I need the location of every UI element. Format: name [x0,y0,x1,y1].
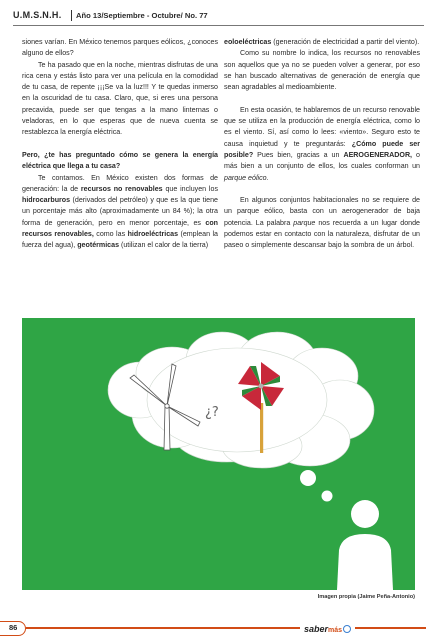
question-mark: ¿? [205,405,219,420]
illustration [22,318,415,590]
text: nos recuerda a un lugar donde podemos estar en contacto con la naturaleza, disfrutar de un paseo o simplemente descansar bajo la sombra de un árbol. [224,218,420,250]
text: (utilizan el calor de la tierra) [119,241,209,250]
paragraph: Como su nombre lo indica, los recursos no renovables son aquellos que ya no se pueden volver a generar, por eso se han buscado alternativas de generación de energía que sean agradables al medioambiente. [224,49,420,92]
term: parque eólico. [224,173,269,182]
question-text: Pero, ¿te has preguntado cómo se genera la energía eléctrica que llega a tu casa? [22,150,218,171]
term: recursos no renovables [80,184,163,193]
text: (emplean la fuerza del agua), [22,230,218,250]
image-credit: Imagen propia (Jaime Peña-Antonio) [317,594,415,600]
text: (generación de electricidad a partir del viento). [271,38,420,46]
text: como las [93,230,128,239]
paragraph: siones varían. En México tenemos parques eólicos, ¿conoces alguno de ellos? [22,38,218,58]
text: En algunos conjuntos habitacionales no se requiere de un parque eólico, basta con un aerogenerador de baja potencia. La palabra [224,196,420,227]
thought-bubble [300,470,316,486]
logo-text: saber [304,624,329,634]
header-separator [71,10,72,21]
left-column [22,37,218,252]
text: En esta ocasión, te hablaremos de un recurso renovable que se utiliza en la producción de energía eléctrica, como lo es el viento. Sí, así como lo lees: «viento». Seguro esto te causa inquietud y te preguntarás: [224,105,420,148]
term: hidroeléctricas [127,230,179,239]
paragraph [22,173,218,252]
term: con recursos renovables, [22,218,218,239]
issue-info: Año 13/Septiembre - Octubre/ No. 77 [76,11,208,20]
paragraph [224,105,420,184]
text: (derivados del petróleo) y que es la que tiene un porcentaje más alto (aproximadamente un 84 %); la otra forma de generación, pero en menor porcentaje, es [22,196,218,227]
text: o más bien a un conjunto de ellos, los cuales conforman un [224,150,420,171]
right-column [224,37,420,252]
term: hidrocarburos [22,196,71,205]
running-header [13,10,424,26]
text: Te contamos. En México existen dos formas de generación: la de [22,173,218,193]
person-figure [337,500,393,590]
term: parque [293,218,316,227]
term: ¿Cómo puede ser posible? [224,139,420,159]
page-number: 86 [0,621,26,636]
text: que incluyen los [162,184,218,193]
sabermas-logo [300,623,355,635]
thought-bubble [322,491,333,502]
logo-ring-icon [343,625,351,633]
illustration-svg [22,318,415,590]
question-heading [22,150,218,173]
paragraph [224,195,420,251]
thought-cloud [108,332,374,468]
term: geotérmicas [77,241,120,250]
header-rule [13,25,424,26]
paragraph: Te ha pasado que en la noche, mientras disfrutas de una rica cena y estás listo para ver una película en la comodidad de tu casa, de repente ¡¡¡Se va la luz!!! Y te quedas inmerso en la oscuridad de tu casa. Claro, que, si eres una persona precavida, puede ser que tengas a la mano linternas o veladoras, en lo que esperas que de nueva cuenta se restablezca la energía eléctrica. [22,60,218,137]
term: AEROGENERADOR, [343,150,413,159]
footer-bar [26,627,426,629]
term: eoloeléctricas [224,38,272,46]
paragraph [224,37,420,48]
page-footer [0,618,436,640]
logo-suffix: más [328,627,343,634]
text: Pues bien, gracias a un [253,150,344,159]
journal-brand: U.M.S.N.H. [13,10,62,20]
